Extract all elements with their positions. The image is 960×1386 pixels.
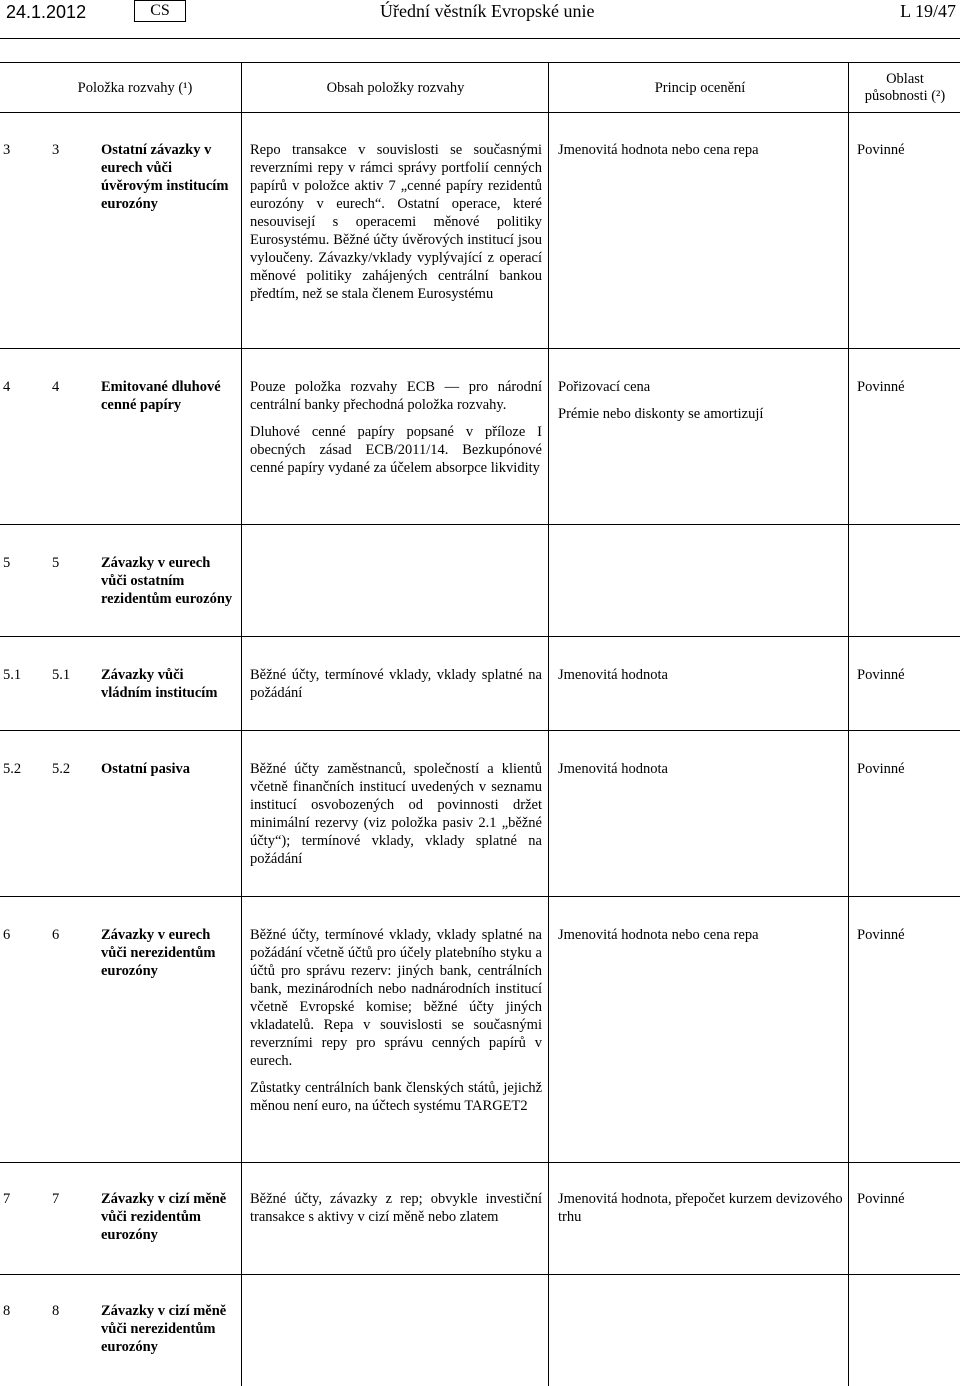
item-content [250,378,542,486]
publication-date: 24.1.2012 [6,2,87,22]
row-number-secondary: 8 [52,1303,60,1319]
valuation-line: Jmenovitá hodnota, přepočet kurzem devizového trhu [558,1191,843,1225]
column-header-valuation: Princip ocenění [654,80,746,96]
row-divider [0,636,960,637]
scope: Povinné [857,379,905,395]
valuation-principle [558,926,845,953]
item-title: Závazky v eurech vůči nerezidentům eurozóny [101,927,216,979]
column-header-content: Obsah položky rozvahy [326,80,465,96]
scope: Povinné [857,761,905,777]
item-title: Závazky v cizí měně vůči nerezidentům eurozóny [101,1303,227,1355]
item-content [250,760,542,877]
row-divider [0,348,960,349]
item-title: Emitované dluhové cenné papíry [101,379,221,413]
row-number: 5.1 [3,667,22,683]
content-paragraph: Repo transakce v souvislosti se současnými reverzními repy v rámci správy portfolií cenných papírů v položce aktiv 7 „cenné papíry rezidentů eurozóny v eurech“. Ostatní operace, které nesouvisejí s operacemi měnové politiky Eurosystému. Běžné účty úvěrových institucí jsou vyloučeny. Závazky/vklady vyplývající z operací měnové politiky zahájených centrální bankou předtím, než se stala členem Eurosystému [250,142,542,302]
item-title: Závazky v cizí měně vůči rezidentům eurozóny [101,1191,227,1243]
column-divider [241,62,242,1386]
row-number-secondary: 5.2 [52,761,71,777]
valuation-line: Jmenovitá hodnota [558,667,668,683]
row-number: 3 [3,142,11,158]
valuation-principle [558,1190,845,1235]
valuation-line: Jmenovitá hodnota [558,761,668,777]
item-title: Ostatní závazky v eurech vůči úvěrovým institucím eurozóny [101,142,229,212]
row-divider [0,896,960,897]
row-divider [0,1274,960,1275]
header-rule [0,38,960,39]
item-content [250,1190,542,1235]
scope: Povinné [857,1191,905,1207]
page-number: L 19/47 [900,1,956,21]
row-number: 5.2 [3,761,22,777]
row-number-secondary: 3 [52,142,60,158]
row-number: 6 [3,927,11,943]
row-number: 8 [3,1303,11,1319]
valuation-principle [558,141,845,168]
column-header-scope-line2: působnosti (²) [864,88,946,104]
journal-title: Úřední věstník Evropské unie [380,1,595,21]
content-paragraph: Běžné účty, termínové vklady, vklady splatné na požádání [250,667,542,701]
column-header-item: Položka rozvahy (¹) [77,80,193,96]
item-content [250,926,542,1124]
scope: Povinné [857,927,905,943]
table-top-border [0,62,960,63]
page-header [0,0,960,30]
row-divider [0,730,960,731]
item-title: Závazky vůči vládním institucím [101,667,218,701]
row-number-secondary: 5 [52,555,60,571]
valuation-line: Jmenovitá hodnota nebo cena repa [558,142,759,158]
row-number: 4 [3,379,11,395]
item-title: Závazky v eurech vůči ostatním rezidentům eurozóny [101,555,233,607]
valuation-principle [558,760,845,787]
item-title: Ostatní pasiva [101,761,191,777]
row-divider [0,524,960,525]
valuation-line: Prémie nebo diskonty se amortizují [558,406,764,422]
column-divider [848,62,849,1386]
content-paragraph: Běžné účty zaměstnanců, společností a klientů včetně finančních institucí uvedených v seznamu institucí osvobozených od povinnosti držet minimální rezervy (viz položka pasiv 2.1 „běžné účty“); termínové vklady, vklady splatné na požádání [250,761,542,867]
item-content [250,666,542,711]
row-number-secondary: 5.1 [52,667,71,683]
item-content [250,141,542,312]
row-number-secondary: 6 [52,927,60,943]
content-paragraph: Pouze položka rozvahy ECB — pro národní centrální banky přechodná položka rozvahy. [250,379,542,413]
content-paragraph: Dluhové cenné papíry popsané v příloze I obecných zásad ECB/2011/14. Bezkupónové cenné papíry vydané za účelem absorpce likvidity [250,424,542,476]
content-paragraph: Běžné účty, termínové vklady, vklady splatné na požádání včetně účtů pro účely platebního styku a účtů pro správu rezerv: jiných bank, centrálních bank, mezinárodních nebo nadnárodních institucí včetně Evropské komise; běžné účty jiných vkladatelů. Repa v souvislosti se současnými reverzními repy pro správu cenných papírů v eurech. [250,927,542,1069]
column-divider [548,62,549,1386]
valuation-principle [558,378,845,432]
row-divider [0,1162,960,1163]
scope: Povinné [857,667,905,683]
row-number: 5 [3,555,11,571]
row-number: 7 [3,1191,11,1207]
content-paragraph: Zůstatky centrálních bank členských států, jejichž měnou není euro, na účtech systému TARGET2 [250,1080,542,1114]
valuation-line: Pořizovací cena [558,379,651,395]
valuation-principle [558,666,845,693]
row-number-secondary: 7 [52,1191,60,1207]
scope: Povinné [857,142,905,158]
column-header-scope-line1: Oblast [886,71,924,87]
content-paragraph: Běžné účty, závazky z rep; obvykle investiční transakce s aktivy v cizí měně nebo zlatem [250,1191,542,1225]
row-number-secondary: 4 [52,379,60,395]
language-badge: CS [134,0,186,22]
column-header-scope [850,71,960,121]
valuation-line: Jmenovitá hodnota nebo cena repa [558,927,759,943]
